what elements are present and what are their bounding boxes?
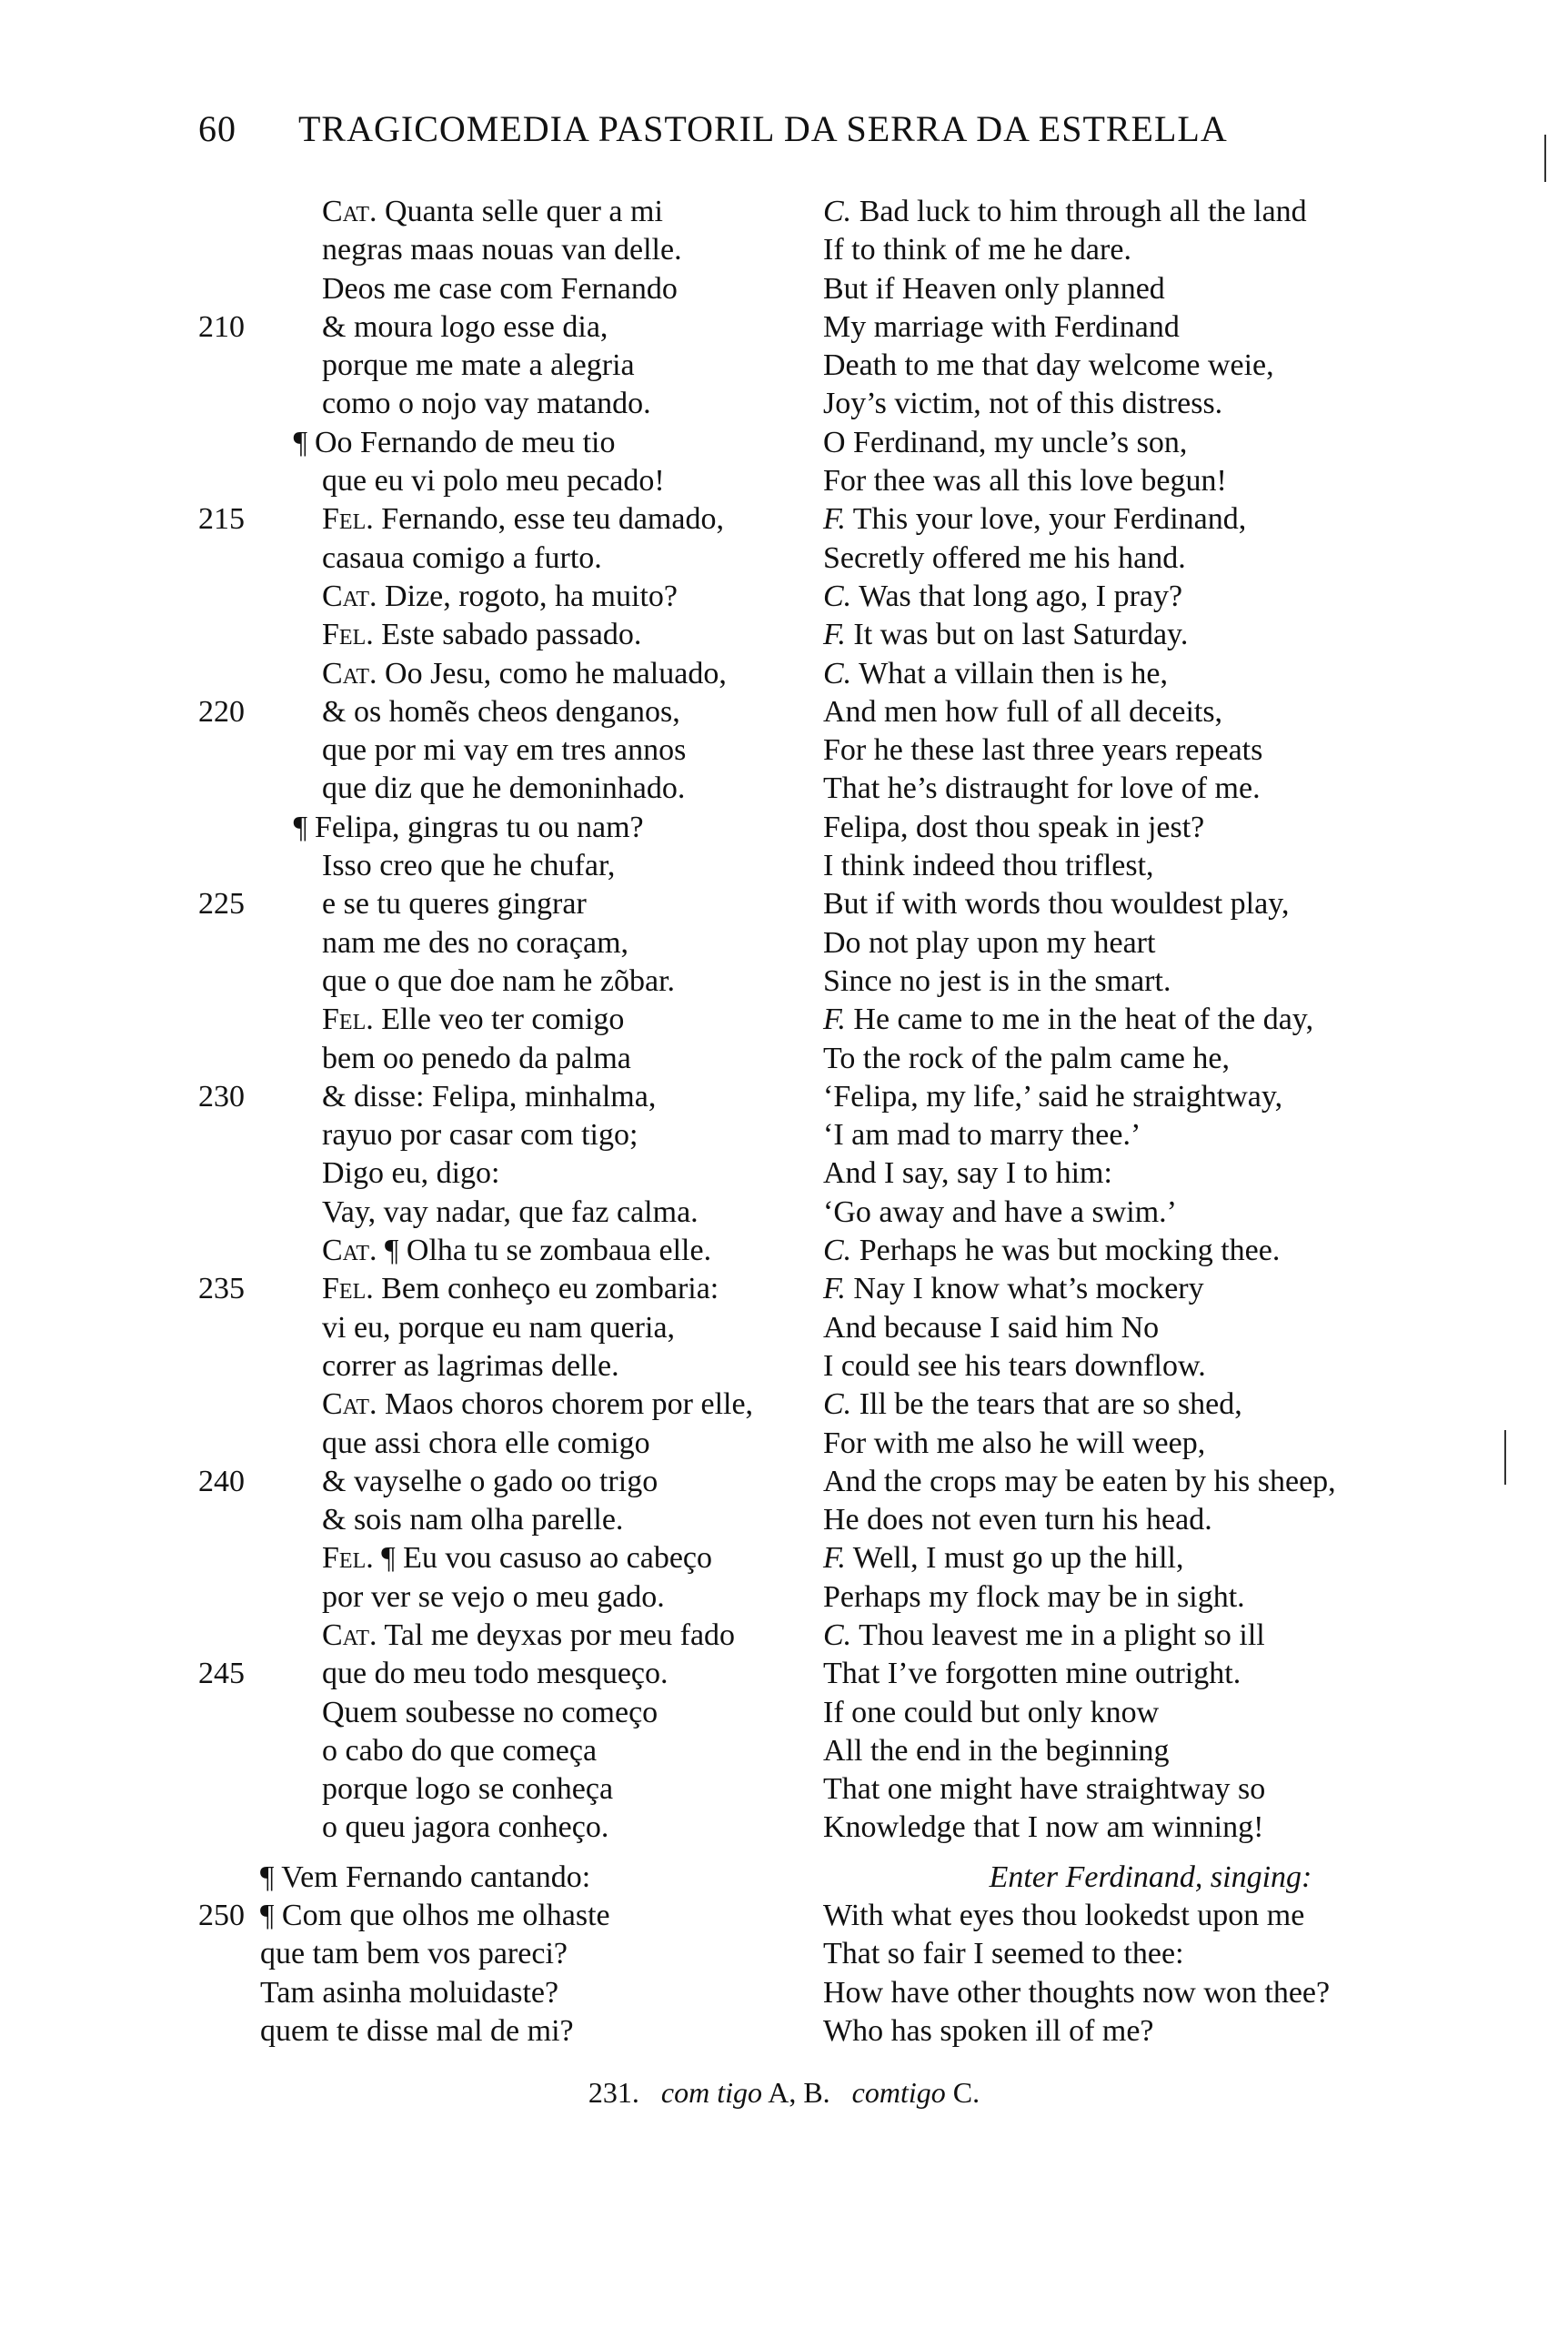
verse-text: que por mi vay em tres annos bbox=[322, 733, 687, 768]
translation-line bbox=[823, 1501, 1478, 1539]
line-number: 210 bbox=[198, 309, 245, 344]
song-text: que tam bem vos pareci? bbox=[260, 1937, 568, 1971]
verse-text: Quem soubesse no começo bbox=[322, 1695, 658, 1729]
speaker-label: Cat. bbox=[322, 1618, 377, 1652]
verse-line bbox=[198, 1539, 799, 1577]
verse-line bbox=[198, 347, 799, 385]
speaker-label: F. bbox=[823, 1541, 846, 1576]
portuguese-column bbox=[198, 193, 799, 2051]
line-number: 250 bbox=[198, 1899, 245, 1933]
translation-line bbox=[823, 347, 1478, 385]
speaker-label: Fel. bbox=[322, 1003, 374, 1037]
translation-line bbox=[823, 424, 1478, 462]
translation-line bbox=[823, 578, 1478, 616]
margin-rule bbox=[1504, 1430, 1506, 1485]
verse-text: que assi chora elle comigo bbox=[322, 1426, 650, 1460]
speaker-label: Fel. bbox=[322, 1272, 374, 1306]
speaker-label: Cat. bbox=[322, 656, 377, 690]
footnote-line-number: 231. bbox=[588, 2076, 639, 2109]
translation-line bbox=[823, 1194, 1478, 1232]
translation-line bbox=[823, 616, 1478, 654]
translation-line bbox=[823, 1040, 1478, 1078]
verse-line bbox=[198, 1617, 799, 1655]
translation-text: If to think of me he dare. bbox=[823, 233, 1131, 267]
verse-text: & disse: Felipa, minhalma, bbox=[322, 1079, 657, 1114]
pilcrow-mark: ¶ bbox=[293, 810, 307, 844]
verse-line bbox=[198, 1078, 799, 1116]
verse-text: correr as lagrimas delle. bbox=[322, 1348, 619, 1383]
translation-text: He came to me in the heat of the day, bbox=[853, 1003, 1314, 1037]
verse-line bbox=[198, 1694, 799, 1732]
verse-text: e se tu queres gingrar bbox=[322, 887, 587, 922]
footnote bbox=[0, 2076, 1568, 2110]
translation-line bbox=[823, 1386, 1478, 1424]
page-number: 60 bbox=[198, 108, 236, 149]
verse-text: que diz que he demoninhado. bbox=[322, 771, 686, 806]
stage-direction: Enter Ferdinand, singing: bbox=[989, 1859, 1312, 1894]
translation-line bbox=[823, 1578, 1478, 1617]
song-line bbox=[198, 1935, 799, 1973]
speaker-label: Fel. bbox=[322, 502, 374, 537]
line-number: 230 bbox=[198, 1079, 245, 1114]
translation-text: But if with words thou wouldest play, bbox=[823, 887, 1290, 922]
translation-text: He does not even turn his head. bbox=[823, 1503, 1212, 1537]
speaker-label: C. bbox=[823, 1387, 852, 1422]
verse-text: o cabo do que começa bbox=[322, 1733, 598, 1768]
translation-text: And the crops may be eaten by his sheep, bbox=[823, 1464, 1336, 1498]
verse-text: o queu jagora conheço. bbox=[322, 1810, 609, 1845]
speaker-label: F. bbox=[823, 1003, 846, 1037]
speaker-label: F. bbox=[823, 1272, 846, 1306]
verse-line bbox=[198, 1770, 799, 1809]
verse-text: Maos choros chorem por elle, bbox=[385, 1387, 754, 1422]
verse-line bbox=[198, 500, 799, 539]
translation-text: For he these last three years repeats bbox=[823, 733, 1263, 768]
verse-line bbox=[198, 1232, 799, 1270]
verse-line bbox=[198, 847, 799, 885]
verse-line bbox=[198, 1425, 799, 1463]
translation-line bbox=[823, 539, 1478, 578]
footnote-sources-b: C. bbox=[952, 2076, 980, 2109]
verse-text: casaua comigo a furto. bbox=[322, 540, 602, 575]
translation-text: For thee was all this love begun! bbox=[823, 464, 1227, 499]
translation-text: Well, I must go up the hill, bbox=[852, 1541, 1184, 1576]
verse-line bbox=[198, 1347, 799, 1386]
verse-text: Deos me case com Fernando bbox=[322, 271, 678, 306]
verse-line bbox=[198, 193, 799, 231]
translation-text: Thou leavest me in a plight so ill bbox=[859, 1618, 1265, 1652]
verse-text: rayuo por casar com tigo; bbox=[322, 1118, 638, 1153]
verse-text: Fernando, esse teu damado, bbox=[381, 502, 724, 537]
translation-text: For with me also he will weep, bbox=[823, 1426, 1206, 1460]
song-line bbox=[198, 2012, 799, 2051]
translation-line bbox=[823, 385, 1478, 423]
verse-text: & sois nam olha parelle. bbox=[322, 1503, 624, 1537]
translation-text: ‘Felipa, my life,’ said he straightway, bbox=[823, 1079, 1283, 1114]
stage-direction-text: ¶ Vem Fernando cantando: bbox=[260, 1859, 591, 1894]
verse-text: porque me mate a alegria bbox=[322, 348, 635, 383]
translation-line bbox=[823, 1694, 1478, 1732]
translation-line bbox=[823, 962, 1478, 1001]
line-number: 240 bbox=[198, 1464, 245, 1498]
verse-text: Oo Jesu, como he maluado, bbox=[385, 656, 727, 690]
verse-text: & os homẽs cheos denganos, bbox=[322, 694, 680, 729]
translation-text: But if Heaven only planned bbox=[823, 271, 1165, 306]
translation-text: All the end in the beginning bbox=[823, 1733, 1170, 1768]
translation-line bbox=[823, 1655, 1478, 1693]
verse-line bbox=[198, 655, 799, 693]
speaker-label: C. bbox=[823, 579, 852, 613]
verse-text: ¶ Olha tu se zombaua elle. bbox=[385, 1234, 712, 1268]
song-text: Tam asinha moluidaste? bbox=[260, 1975, 559, 2010]
translation-text: And men how full of all deceits, bbox=[823, 694, 1223, 729]
song-line: That so fair I seemed to thee: bbox=[823, 1937, 1184, 1971]
line-number: 235 bbox=[198, 1272, 245, 1306]
translation-line bbox=[823, 1347, 1478, 1386]
translation-line bbox=[823, 693, 1478, 731]
verse-line bbox=[198, 962, 799, 1001]
verse-line bbox=[198, 885, 799, 923]
verse-line bbox=[198, 1463, 799, 1501]
verse-line bbox=[198, 770, 799, 808]
translation-line bbox=[823, 1617, 1478, 1655]
song-line: Who has spoken ill of me? bbox=[823, 2013, 1154, 2048]
running-header bbox=[198, 107, 1335, 150]
song-text: quem te disse mal de mi? bbox=[260, 2013, 574, 2048]
speaker-label: Cat. bbox=[322, 579, 377, 613]
translation-text: Secretly offered me his hand. bbox=[823, 540, 1186, 575]
speaker-label: Fel. bbox=[322, 618, 374, 652]
translation-text: That I’ve forgotten mine outright. bbox=[823, 1657, 1241, 1691]
translation-line bbox=[823, 462, 1478, 500]
translation-text: I think indeed thou triflest, bbox=[823, 849, 1154, 883]
running-title: TRAGICOMEDIA PASTORIL DA SERRA DA ESTRELLA bbox=[298, 108, 1228, 149]
verse-line bbox=[198, 1809, 799, 1847]
speaker-label: Fel. bbox=[322, 1541, 374, 1576]
song-line: How have other thoughts now won thee? bbox=[823, 1975, 1331, 2010]
translation-line bbox=[823, 308, 1478, 347]
speaker-label: Cat. bbox=[322, 1234, 377, 1268]
translation-line bbox=[823, 500, 1478, 539]
speaker-label: C. bbox=[823, 1618, 852, 1652]
translation-text: That one might have straightway so bbox=[823, 1772, 1266, 1807]
stanza-gap bbox=[823, 1848, 1478, 1859]
verse-line bbox=[198, 1655, 799, 1693]
translation-line bbox=[823, 847, 1478, 885]
translation-line bbox=[823, 924, 1478, 962]
translation-line bbox=[823, 193, 1478, 231]
verse-text: Isso creo que he chufar, bbox=[322, 849, 616, 883]
translation-text: Ill be the tears that are so shed, bbox=[859, 1387, 1242, 1422]
translation-text: Felipa, dost thou speak in jest? bbox=[823, 810, 1205, 844]
verse-text: que do meu todo mesqueço. bbox=[322, 1657, 668, 1691]
verse-line bbox=[198, 385, 799, 423]
verse-line bbox=[198, 616, 799, 654]
verse-line bbox=[198, 1194, 799, 1232]
verse-text: vi eu, porque eu nam queria, bbox=[322, 1310, 676, 1345]
verse-text: Tal me deyxas por meu fado bbox=[384, 1618, 736, 1652]
translation-text: And because I said him No bbox=[823, 1310, 1160, 1345]
footnote-reading-a: com tigo bbox=[660, 2076, 762, 2109]
speaker-label: C. bbox=[823, 1234, 852, 1268]
song-text: ¶ Com que olhos me olhaste bbox=[260, 1899, 610, 1933]
translation-text: That he’s distraught for love of me. bbox=[823, 771, 1261, 806]
verse-line bbox=[198, 1578, 799, 1617]
verse-text: bem oo penedo da palma bbox=[322, 1041, 631, 1075]
speaker-label: F. bbox=[823, 502, 846, 537]
verse-line bbox=[198, 231, 799, 269]
translation-text: Bad luck to him through all the land bbox=[859, 195, 1307, 228]
verse-line bbox=[198, 308, 799, 347]
translation-text: O Ferdinand, my uncle’s son, bbox=[823, 425, 1188, 459]
translation-text: It was but on last Saturday. bbox=[853, 618, 1189, 652]
verse-line bbox=[198, 693, 799, 731]
translation-line bbox=[823, 1809, 1478, 1847]
verse-text: que o que doe nam he zõbar. bbox=[322, 963, 676, 998]
speaker-label: F. bbox=[823, 618, 846, 652]
translation-text: Perhaps he was but mocking thee. bbox=[859, 1234, 1281, 1268]
song-line bbox=[198, 1974, 799, 2012]
line-number: 220 bbox=[198, 694, 245, 729]
translation-text: My marriage with Ferdinand bbox=[823, 309, 1180, 344]
verse-line bbox=[198, 270, 799, 308]
verse-line bbox=[198, 578, 799, 616]
verse-line bbox=[198, 924, 799, 962]
verse-text: Quanta selle quer a mi bbox=[385, 195, 663, 228]
verse-line bbox=[198, 424, 799, 462]
verse-text: Este sabado passado. bbox=[381, 618, 642, 652]
translation-text: I could see his tears downflow. bbox=[823, 1348, 1206, 1383]
translation-line bbox=[823, 885, 1478, 923]
verse-line bbox=[198, 731, 799, 770]
translation-text: Joy’s victim, not of this distress. bbox=[823, 387, 1223, 421]
verse-text: Felipa, gingras tu ou nam? bbox=[315, 810, 644, 844]
translation-text: Since no jest is in the smart. bbox=[823, 963, 1171, 998]
song-line: With what eyes thou lookedst upon me bbox=[823, 1899, 1305, 1933]
verse-line bbox=[198, 1270, 799, 1308]
verse-text: Digo eu, digo: bbox=[322, 1156, 500, 1191]
footnote-sources-a: A, B. bbox=[768, 2076, 830, 2109]
verse-text: ¶ Eu vou casuso ao cabeço bbox=[381, 1541, 713, 1576]
margin-rule bbox=[1544, 135, 1546, 182]
english-column bbox=[823, 193, 1478, 2051]
verse-line bbox=[198, 1386, 799, 1424]
verse-line bbox=[198, 1116, 799, 1154]
verse-text: & moura logo esse dia, bbox=[322, 309, 608, 344]
verse-line bbox=[198, 462, 799, 500]
translation-text: Nay I know what’s mockery bbox=[853, 1272, 1204, 1306]
translation-line bbox=[823, 809, 1478, 847]
verse-text: Bem conheço eu zombaria: bbox=[381, 1272, 719, 1306]
translation-text: Knowledge that I now am winning! bbox=[823, 1810, 1264, 1845]
translation-text: ‘Go away and have a swim.’ bbox=[823, 1194, 1177, 1229]
translation-line bbox=[823, 1732, 1478, 1770]
translation-line bbox=[823, 270, 1478, 308]
translation-text: ‘I am mad to marry thee.’ bbox=[823, 1118, 1141, 1153]
translation-line bbox=[823, 1463, 1478, 1501]
stanza-gap bbox=[198, 1848, 799, 1859]
verse-text: Elle veo ter comigo bbox=[381, 1003, 625, 1037]
verse-line bbox=[198, 1732, 799, 1770]
line-number: 225 bbox=[198, 887, 245, 922]
speaker-label: Cat. bbox=[322, 195, 377, 228]
verse-line bbox=[198, 1001, 799, 1039]
verse-line bbox=[198, 539, 799, 578]
translation-text: What a villain then is he, bbox=[859, 656, 1168, 690]
verse-text: & vayselhe o gado oo trigo bbox=[322, 1464, 658, 1498]
translation-line bbox=[823, 1270, 1478, 1308]
translation-line bbox=[823, 1001, 1478, 1039]
translation-text: To the rock of the palm came he, bbox=[823, 1041, 1230, 1075]
verse-line bbox=[198, 1309, 799, 1347]
translation-line bbox=[823, 770, 1478, 808]
translation-line bbox=[823, 1154, 1478, 1193]
verse-text: que eu vi polo meu pecado! bbox=[322, 464, 665, 499]
line-number: 215 bbox=[198, 502, 245, 537]
translation-text: Was that long ago, I pray? bbox=[859, 579, 1183, 613]
translation-line bbox=[823, 231, 1478, 269]
translation-text: Perhaps my flock may be in sight. bbox=[823, 1579, 1245, 1614]
translation-text: This your love, your Ferdinand, bbox=[852, 502, 1247, 537]
speaker-label: Cat. bbox=[322, 1387, 377, 1422]
speaker-label: C. bbox=[823, 195, 852, 228]
verse-line bbox=[198, 809, 799, 847]
pilcrow-mark: ¶ bbox=[293, 425, 307, 459]
translation-line bbox=[823, 1770, 1478, 1809]
translation-text: Death to me that day welcome weie, bbox=[823, 348, 1274, 383]
verse-text: como o nojo vay matando. bbox=[322, 387, 651, 421]
translation-line bbox=[823, 1078, 1478, 1116]
translation-text: Do not play upon my heart bbox=[823, 925, 1156, 960]
verse-line bbox=[198, 1040, 799, 1078]
translation-line bbox=[823, 1425, 1478, 1463]
verse-line bbox=[198, 1501, 799, 1539]
translation-line bbox=[823, 1539, 1478, 1577]
translation-text: If one could but only know bbox=[823, 1695, 1160, 1729]
verse-text: negras maas nouas van delle. bbox=[322, 233, 682, 267]
verse-text: nam me des no coraçam, bbox=[322, 925, 629, 960]
stage-direction bbox=[198, 1859, 799, 1897]
translation-line bbox=[823, 1116, 1478, 1154]
verse-text: Oo Fernando de meu tio bbox=[315, 425, 616, 459]
verse-text: porque logo se conheça bbox=[322, 1772, 614, 1807]
footnote-reading-b: comtigo bbox=[851, 2076, 946, 2109]
speaker-label: C. bbox=[823, 656, 852, 690]
verse-line bbox=[198, 1154, 799, 1193]
translation-line bbox=[823, 1309, 1478, 1347]
song-line bbox=[198, 1897, 799, 1935]
translation-line bbox=[823, 1232, 1478, 1270]
line-number: 245 bbox=[198, 1657, 245, 1691]
translation-line bbox=[823, 731, 1478, 770]
translation-text: And I say, say I to him: bbox=[823, 1156, 1112, 1191]
verse-text: por ver se vejo o meu gado. bbox=[322, 1579, 665, 1614]
translation-line bbox=[823, 655, 1478, 693]
verse-text: Vay, vay nadar, que faz calma. bbox=[322, 1194, 699, 1229]
verse-text: Dize, rogoto, ha muito? bbox=[385, 579, 678, 613]
